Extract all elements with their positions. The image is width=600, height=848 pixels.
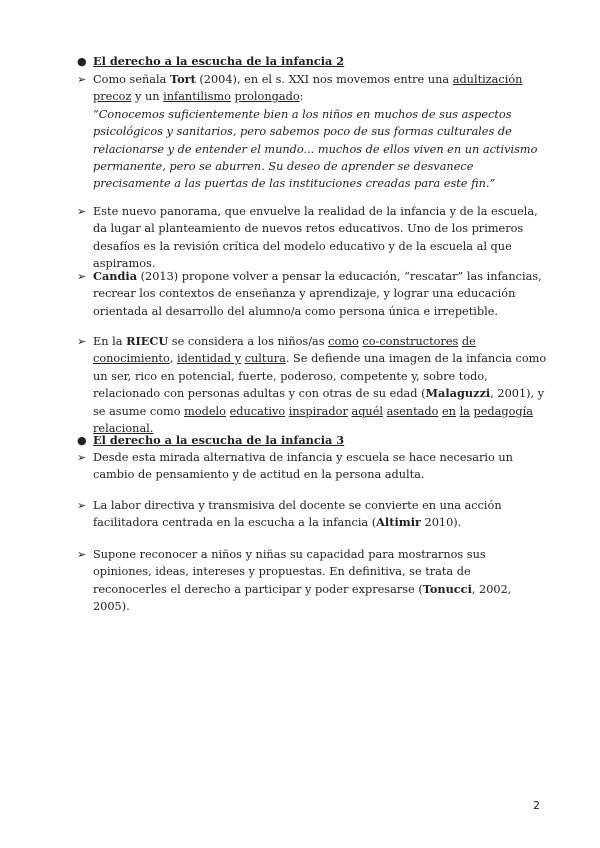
paragraph-text: Este nuevo panorama, que envuelve la realidad de la infancia y de la escuela, da lugar al planteamiento de nuevos retos educativos. Uno de los primeros desafíos es la revisión crítica del modelo educativo y de la escuela al que aspiramos. bbox=[93, 205, 538, 271]
arrow-bullet-icon: ➢ bbox=[77, 270, 87, 283]
paragraph-text: Como señala Tort (2004), en el s. XXI nos movemos entre una adultización precoz y un infantilismo prolongado: “Conocemos suficientemente bien a los niños en muchos de sus aspectos psicológicos y sanitarios, pero sabemos poco de sus formas culturales de relacionarse y de entender el mundo... muchos de ellos viven en un activismo permanente, pero se aburren. Su deseo de aprender se desvanece precisamente a las puertas de las instituciones creadas para este fin.” bbox=[93, 71, 547, 193]
paragraph-text: Desde esta mirada alternativa de infancia y escuela se hace necesario un cambio de pensamiento y de actitud en la persona adulta. bbox=[93, 451, 513, 482]
paragraph-labor-docente bbox=[77, 497, 547, 532]
arrow-bullet-icon: ➢ bbox=[77, 205, 87, 218]
paragraph-text: En la RIECU se considera a los niños/as como co-constructores de conocimiento, identidad y cultura. Se defiende una imagen de la infancia como un ser, rico en potencial, fuerte, poderoso, competente y, sobre todo, relacionado con personas adultas y con otras de su edad (Malaguzzi, 2001), y se asume como modelo educativo inspirador aquél asentado en la pedagogía relacional. bbox=[93, 334, 547, 436]
bullet-icon: ● bbox=[77, 434, 87, 447]
section-heading-3 bbox=[77, 432, 547, 449]
paragraph-riecu bbox=[77, 333, 547, 437]
arrow-bullet-icon: ➢ bbox=[77, 73, 87, 86]
page-number: 2 bbox=[533, 799, 540, 812]
arrow-bullet-icon: ➢ bbox=[77, 499, 87, 512]
arrow-bullet-icon: ➢ bbox=[77, 451, 87, 464]
paragraph-mirada bbox=[77, 449, 547, 484]
paragraph-tonucci bbox=[77, 546, 547, 616]
paragraph-text: Candia (2013) propone volver a pensar la educación, “rescatar” las infancias, recrear los contextos de enseñanza y aprendizaje, y lograr una educación orientada al desarrollo del alumno/a como persona única e irrepetible. bbox=[93, 269, 542, 318]
paragraph-panorama bbox=[77, 203, 547, 273]
paragraph-tort bbox=[77, 71, 547, 193]
bullet-icon: ● bbox=[77, 55, 87, 68]
paragraph-candia bbox=[77, 268, 547, 320]
heading-text: El derecho a la escucha de la infancia 3 bbox=[93, 433, 345, 447]
arrow-bullet-icon: ➢ bbox=[77, 335, 87, 348]
heading-text: El derecho a la escucha de la infancia 2 bbox=[93, 54, 345, 68]
arrow-bullet-icon: ➢ bbox=[77, 548, 87, 561]
paragraph-text: La labor directiva y transmisiva del docente se convierte en una acción facilitadora centrada en la escucha a la infancia (Altimir 2010). bbox=[93, 499, 502, 530]
quote-text: “Conocemos suficientemente bien a los niños en muchos de sus aspectos psicológicos y sanitarios, pero sabemos poco de sus formas culturales de relacionarse y de entender el mundo... muchos de ellos viven en un activismo permanente, pero se aburren. Su deseo de aprender se desvanece precisamente a las puertas de las instituciones creadas para este fin.” bbox=[93, 107, 538, 191]
paragraph-text: Supone reconocer a niños y niñas su capacidad para mostrarnos sus opiniones, ideas, intereses y propuestas. En definitiva, se trata de reconocerles el derecho a participar y poder expresarse (Tonucci, 2002, 2005). bbox=[93, 548, 512, 614]
section-heading-2 bbox=[77, 53, 547, 70]
